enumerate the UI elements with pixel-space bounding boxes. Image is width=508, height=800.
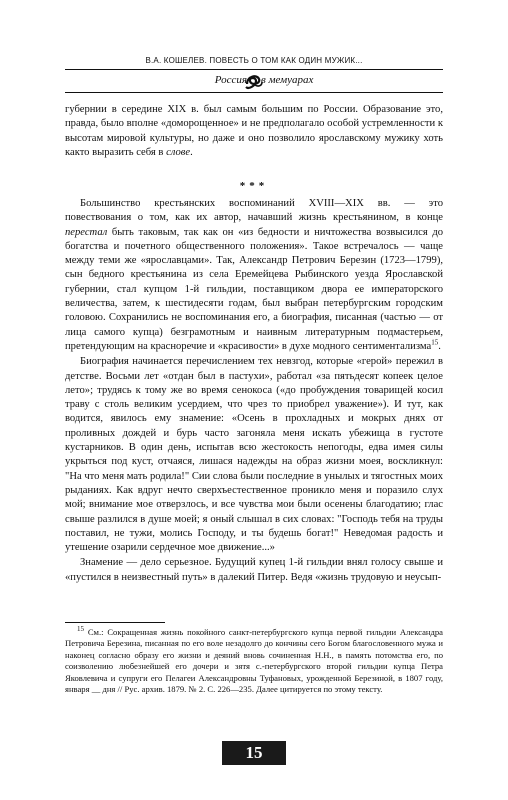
header-rule-bottom <box>65 92 443 93</box>
footnote-rule <box>65 622 165 623</box>
emphasis: слове <box>166 146 191 158</box>
footnote: $^{15}$ См.: Сокращенная жизнь покойного санкт-петербургского купца первой гильдии Александра Петровича Березина, писанная по его воле незадолго до кончины сего Богом благословенного мужа и наконец согласно образу его жизни и деяний вновь сочиненная Н.Н., в память потомства его, по соизволению любезнейшей его дочери и зятя с.-петербургского второй гильдии купца Петра Яковлевича и супруги его Пелагеи Александровны Туфановых, урожденной Березиной, в 1807 году, января __ дня // Рус. архив. 1879. № 2. С. 226—235. Далее цитируется по этому тексту. <box>65 625 443 695</box>
series-title-left: Россия <box>214 74 247 86</box>
text-block-main <box>65 197 443 585</box>
running-title: В.А. КОШЕЛЕВ. ПОВЕСТЬ О ТОМ КАК ОДИН МУЖИК... <box>145 56 363 65</box>
series-title-right: в мемуарах <box>261 74 314 86</box>
section-separator: *** <box>239 180 269 192</box>
paragraph: Большинство крестьянских воспоминаний XVIII—XIX вв. — это повествования о том, как их автор, начавший жизнь крестьянином, в конце перестал быть таковым, так как он «из бедности и ничтожества возвысился до богатства и почетного общественного положения». Такое встречалось — чаще между теми же «ярославцами». Так, Александр Петрович Березин (1723—1799), сын бедного крестьянина из села Еремейцева Рыбинского уезда Ярославской губернии, стал купцом 1-й гильдии, поставщиком двора ее императорского величества, затем, к шестидесяти годам, был выбран петербургским городским головою. Сохранились не воспоминания его, а биография, писанная (частью — от лица самого купца) безграмотным и наивным литературным подмастерьем, претендующим на красноречие и «красивости» в духе модного сентиментализма$^{15}$. <box>65 198 443 352</box>
footnote-ref: 15 <box>431 338 439 347</box>
paragraph: Биография начинается перечислением тех невзгод, которые «герой» пережил в детстве. Восьми лет «отдан был в пастухи», работал «за пятьдесят копеек целое лето»; трудясь к тому же во время сенокоса («до пробуждения товарищей косил траву с столь великим усердием, что чрез то приобрел уважение»). И тут, как водится, явилось ему знамение: «Осень в прохладных и мокрых днях от проливных дождей и бурь часто загоняла меня искать убежища в густоте кустарников. В один день, испытав всю жестокость непогоды, едва имея силы укрыться под куст, отчаяся, лишася надежды на образ жизни моея, воскликнул: "На что меня мать родила!" Сии слова были последние в унылых и тягостных моих рыданиях. Как вдруг нечто сверхъестественное проникло меня и поразило слух мой; внимание мое отверзлось, и все чувства мои были осенены благодатию; глас свыше разлился в душе моей; я оный слышал в сих словах: "Господь тебя на труды поставил, не тужи, молись Господу, и ты будешь богат!" Неведомая радость и утешение озарили сердечное мое движение...» <box>65 356 443 554</box>
paragraph-continued: губернии в середине XIX в. был самым большим по России. Образование это, правда, было вполне «доморощенное» и не предполагало особой устремленности к высотам мировой культуры, но даже и оно позволило ярославскому мужику хоть както выразить себя в слове. <box>65 104 443 158</box>
series-banner <box>65 71 443 91</box>
emphasis: перестал <box>65 226 108 238</box>
paragraph: Знамение — дело серьезное. Будущий купец 1-й гильдии внял голосу свыше и «пустился в неизвестный путь» в далекий Питер. Ведя «жизнь трудовую и неусып- <box>65 557 443 583</box>
text-block-top <box>65 103 443 160</box>
footnote-number: 15 <box>77 625 84 634</box>
page-number: 15 <box>222 741 286 765</box>
